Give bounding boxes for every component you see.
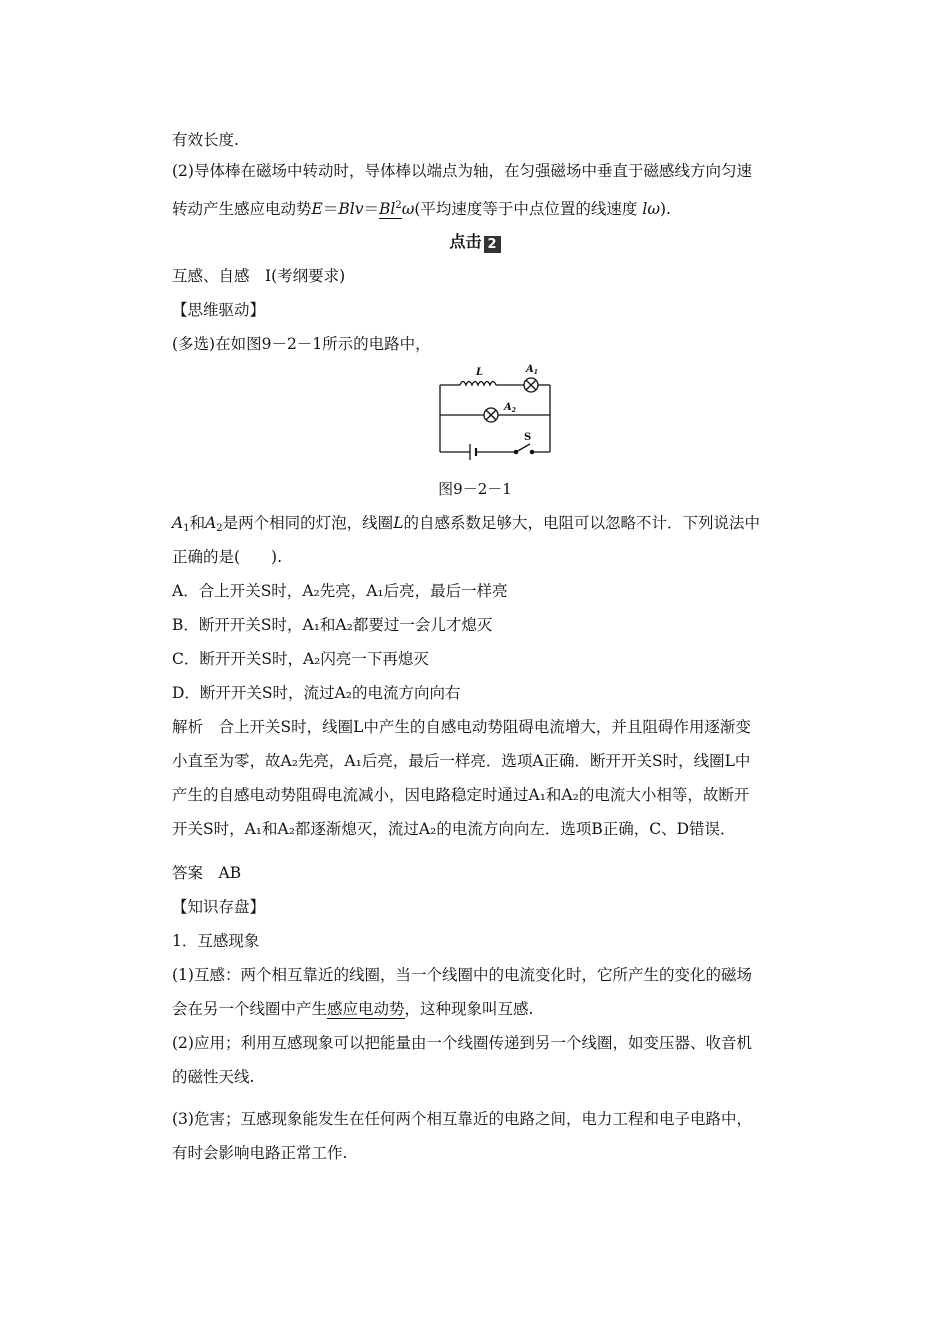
text-segment: 【知识存盘】 xyxy=(172,898,266,916)
text-segment: (平均速度等于中点位置的线速度 xyxy=(414,200,638,218)
option-c xyxy=(172,648,429,670)
option-text: B．断开开关S时，A₁和A₂都要过一会儿才熄灭 xyxy=(172,616,493,634)
text-segment: 互感、自感 Ⅰ(考纲要求) xyxy=(172,267,346,285)
text-segment: 1．互感现象 xyxy=(172,932,260,950)
text-segment: (多选)在如图9－2－1所示的电路中， xyxy=(172,335,431,353)
text-segment: 开关S时，A₁和A₂都逐渐熄灭，流过A₂的电流方向向左．选项B正确，C、D错误． xyxy=(172,820,736,838)
text-line xyxy=(172,1032,752,1054)
text-line xyxy=(172,299,265,321)
formula-symbol: ＝ xyxy=(363,200,379,218)
text-segment: ). xyxy=(659,200,671,218)
formula-symbol: Bl xyxy=(378,200,396,218)
formula-symbol: A xyxy=(205,514,217,532)
text-line xyxy=(172,546,282,568)
option-text: D．断开开关S时，流过A₂的电流方向向右 xyxy=(172,684,461,702)
formula-symbol: l xyxy=(642,200,648,218)
option-text: A．合上开关S时，A₂先亮，A₁后亮，最后一样亮 xyxy=(172,582,508,600)
subscript: 2 xyxy=(216,523,223,534)
option-text: C．断开开关S时，A₂闪亮一下再熄灭 xyxy=(172,650,429,668)
subscript: 1 xyxy=(183,523,190,534)
text-segment: (2)导体棒在磁场中转动时，导体棒以端点为轴，在匀强磁场中垂直于磁感线方向匀速 xyxy=(172,162,752,180)
text-segment: 解析 合上开关S时，线圈L中产生的自感电动势阻碍电流增大，并且阻碍作用逐渐变 xyxy=(172,718,751,736)
underlined-term: 感应电动势 xyxy=(327,1000,405,1018)
formula-symbol: A xyxy=(172,514,184,532)
text-segment: 有时会影响电路正常工作. xyxy=(172,1144,348,1162)
section-heading xyxy=(0,229,950,253)
explanation-line xyxy=(172,750,750,772)
text-line xyxy=(172,333,431,355)
text-segment: 的磁性天线. xyxy=(172,1068,255,1086)
text-segment: 【思维驱动】 xyxy=(172,301,266,319)
text-segment: 转动产生感应电动势 xyxy=(172,200,312,218)
circuit-diagram xyxy=(432,360,557,460)
text-line xyxy=(172,1066,254,1088)
explanation-line xyxy=(172,818,736,840)
heading-number-badge: 2 xyxy=(484,236,501,253)
formula-symbol: ω xyxy=(401,200,415,218)
explanation-line xyxy=(172,716,751,738)
text-line xyxy=(172,1142,347,1164)
text-segment: 的自感系数足够大，电阻可以忽略不计．下列说法中 xyxy=(403,514,760,532)
text-line xyxy=(172,512,760,540)
figure-caption: 图9－2－1 xyxy=(438,480,512,498)
text-segment: 答案 AB xyxy=(172,864,242,882)
formula-line xyxy=(172,195,671,220)
text-segment: (3)危害；互感现象能发生在任何两个相互靠近的电路之间，电力工程和电子电路中， xyxy=(172,1110,752,1128)
text-line xyxy=(172,1108,752,1130)
text-line xyxy=(172,964,752,986)
text-segment: 会在另一个线圈中产生 xyxy=(172,1000,328,1018)
label-switch: S xyxy=(524,432,532,443)
inductor-coil xyxy=(460,382,496,386)
label-a1: $A_1$ xyxy=(526,364,538,376)
text-segment: 是两个相同的灯泡，线圈 xyxy=(222,514,394,532)
text-segment: 有效长度. xyxy=(172,131,239,149)
formula-symbol: L xyxy=(393,514,404,532)
text-segment: 产生的自感电动势阻碍电流减小，因电路稳定时通过A₁和A₂的电流大小相等，故断开 xyxy=(172,786,750,804)
text-segment: (2)应用；利用互感现象可以把能量由一个线圈传递到另一个线圈，如变压器、收音机 xyxy=(172,1034,752,1052)
label-inductor: L xyxy=(476,367,484,378)
text-line xyxy=(172,160,752,182)
formula-symbol: ＝ xyxy=(322,200,339,218)
text-line xyxy=(172,998,533,1020)
text-line xyxy=(172,930,259,952)
label-a2: $A_2$ xyxy=(504,402,516,414)
heading-text: 点击 xyxy=(449,232,482,251)
option-b xyxy=(172,614,492,636)
answer-line xyxy=(172,862,241,884)
formula-symbol: Blv xyxy=(338,200,364,218)
option-a xyxy=(172,580,508,602)
text-line xyxy=(172,129,239,151)
text-segment: 和 xyxy=(189,514,206,532)
text-segment: (1)互感：两个相互靠近的线圈，当一个线圈中的电流变化时，它所产生的变化的磁场 xyxy=(172,966,752,984)
text-line xyxy=(172,265,345,287)
text-segment: 正确的是( ). xyxy=(172,548,283,566)
text-segment: ，这种现象叫互感. xyxy=(404,1000,534,1018)
switch-blade xyxy=(516,444,530,452)
formula-symbol: ω xyxy=(647,200,660,218)
text-line xyxy=(172,896,265,918)
formula-symbol: E xyxy=(311,200,323,218)
formula-exponent: 2 xyxy=(395,200,402,211)
explanation-line xyxy=(172,784,749,806)
option-d xyxy=(172,682,460,704)
text-segment: 小直至为零，故A₂先亮，A₁后亮，最后一样亮．选项A正确．断开开关S时，线圈L中 xyxy=(172,752,751,770)
